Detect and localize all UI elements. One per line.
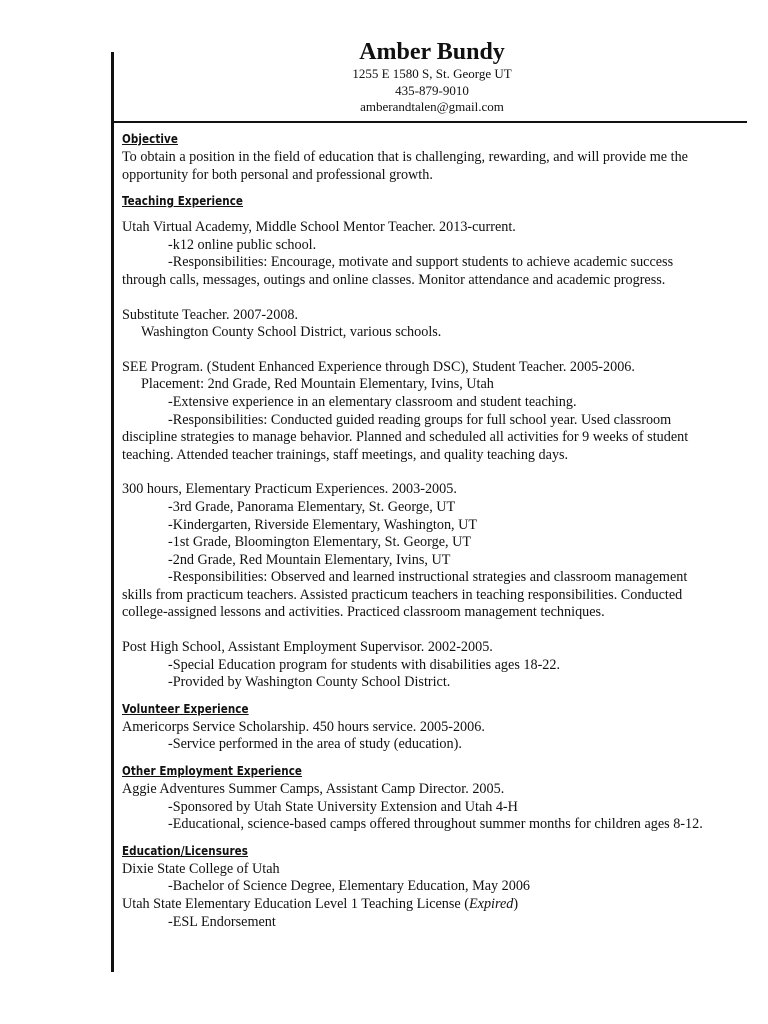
volunteer-heading: Volunteer Experience [122, 700, 249, 716]
address: 1255 E 1580 S, St. George UT [352, 66, 512, 81]
entry-detail: -3rd Grade, Panorama Elementary, St. George, UT [168, 498, 456, 515]
header-divider [111, 121, 747, 123]
entry-detail: -k12 online public school. [168, 236, 317, 253]
resume-body [122, 130, 748, 931]
resume-header [114, 38, 750, 116]
entry-detail: Placement: 2nd Grade, Red Mountain Elementary, Ivins, Utah [141, 376, 494, 393]
entry-detail: -Responsibilities: Conducted guided reading groups for full school year. Used classroom [168, 411, 672, 428]
entry-title: 300 hours, Elementary Practicum Experiences. 2003-2005. [122, 481, 457, 498]
entry-detail: -1st Grade, Bloomington Elementary, St. George, UT [168, 534, 472, 551]
objective-heading: Objective [122, 131, 178, 146]
entry-title: Aggie Adventures Summer Camps, Assistant Camp Director. 2005. [122, 781, 505, 798]
other-employment-heading: Other Employment Experience [122, 763, 303, 779]
substitute-entry [122, 307, 748, 342]
objective-text: To obtain a position in the field of education that is challenging, rewarding, and will provide me the opportunity for both personal and professional growth. [122, 149, 688, 183]
entry-title: Post High School, Assistant Employment Supervisor. 2002-2005. [122, 639, 493, 656]
license [122, 896, 748, 914]
see-entry [122, 359, 748, 465]
email: amberandtalen@gmail.com [360, 99, 504, 114]
entry-title: SEE Program. (Student Enhanced Experience through DSC), Student Teacher. 2005-2006. [122, 358, 635, 375]
entry-detail: college-assigned lessons and activities. Practiced classroom management techniques. [122, 604, 605, 621]
entry-detail: -Responsibilities: Observed and learned instructional strategies and classroom management [168, 569, 688, 586]
license-close: ) [513, 896, 519, 912]
entry-detail: -Extensive experience in an elementary classroom and student teaching. [168, 393, 577, 410]
entry-detail: -2nd Grade, Red Mountain Elementary, Ivins, UT [168, 551, 451, 568]
entry-detail: skills from practicum teachers. Assisted practicum teachers in teaching responsibilities. Conducted [122, 586, 683, 603]
entry-detail: teaching. Attended teacher trainings, staff meetings, and quality teaching days. [122, 446, 569, 463]
entry-detail: discipline strategies to manage behavior. Planned and scheduled all activities for 9 weeks of student [122, 429, 689, 446]
entry-title: Utah Virtual Academy, Middle School Mentor Teacher. 2013-current. [122, 219, 516, 236]
entry-title: Americorps Service Scholarship. 450 hours service. 2005-2006. [122, 718, 485, 735]
entry-title: Substitute Teacher. 2007-2008. [122, 306, 299, 323]
phone: 435-879-9010 [395, 82, 469, 98]
license-text: Utah State Elementary Education Level 1 Teaching License ( [122, 896, 469, 912]
entry-detail: -Service performed in the area of study (education). [168, 736, 462, 753]
entry-detail: -Responsibilities: Encourage, motivate and support students to achieve academic success [168, 254, 674, 271]
entry-detail: Washington County School District, various schools. [141, 324, 442, 341]
left-vertical-rule [111, 52, 114, 972]
education-heading: Education/Licensures [122, 842, 249, 858]
entry-detail: -Special Education program for students with disabilities ages 18-22. [168, 656, 561, 673]
entry-detail: -Sponsored by Utah State University Extension and Utah 4-H [168, 798, 518, 815]
entry-detail: -Provided by Washington County School District. [168, 674, 451, 691]
degree: -Bachelor of Science Degree, Elementary Education, May 2006 [168, 878, 531, 895]
practicum-entry [122, 481, 748, 622]
teaching-heading: Teaching Experience [122, 193, 244, 209]
entry-detail: through calls, messages, outings and online classes. Monitor attendance and academic progress. [122, 271, 666, 288]
license-status: Expired [469, 896, 514, 912]
school-name: Dixie State College of Utah [122, 860, 280, 877]
endorsement: -ESL Endorsement [168, 913, 276, 930]
post-high-entry [122, 639, 748, 692]
uva-entry [122, 219, 748, 289]
entry-detail: -Kindergarten, Riverside Elementary, Washington, UT [168, 516, 478, 533]
entry-detail: -Educational, science-based camps offered throughout summer months for children ages 8-12. [168, 816, 703, 833]
applicant-name: Amber Bundy [359, 39, 505, 65]
